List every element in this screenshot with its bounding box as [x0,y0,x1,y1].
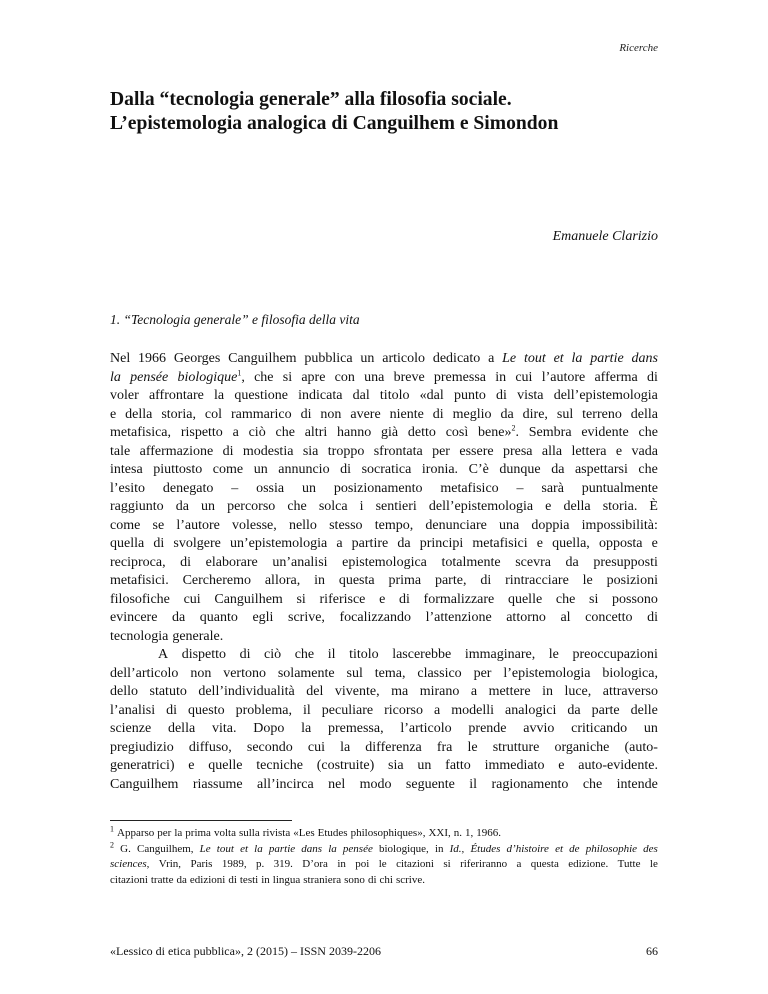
body-line: la pensée biologique$^1$, che si apre con una breve premessa in cui l’autore afferma di [110,367,658,385]
body-line: scienze della vita. Dopo la premessa, l’articolo prende avvio criticando un [110,721,658,736]
body-line: come se l’autore volesse, nello stesso tempo, denunciare una doppia impossibilità: [110,517,658,533]
body-line: e della storia, col rammarico di non avere niente di meglio da dire, sul terreno della [110,406,658,422]
body-line: Nel 1966 Georges Canguilhem pubblica un articolo dedicato a Le tout et la partie dans [110,351,658,366]
body-line: intesa piuttosto come un annuncio di socratica ironia. C’è dunque da aspettarsi che [110,462,658,477]
section-heading: 1. “Tecnologia generale” e filosofia della vita [110,312,360,327]
body-line: pregiudizio diffuso, secondo cui la differenza fra le strutture organiche (auto- [110,739,658,755]
footnote-divider [110,820,292,821]
page-number: 66 [646,944,658,958]
footnote-line: $^2$ G. Canguilhem, Le tout et la partie dans la pensée biologique, in Id., Études d’histoire et de philosophie des [110,839,658,855]
running-header: Ricerche [619,42,658,54]
author-name: Emanuele Clarizio [552,229,658,244]
journal-citation: «Lessico di etica pubblica», 2 (2015) – ISSN 2039-2206 [110,944,381,958]
body-line: reciproca, di elaborare un’analisi epistemologica totalmente scevra da presupposti [110,554,658,570]
body-line: voler affrontare la questione indicata dal titolo «dal punto di vista dell’epistemologia [110,388,658,403]
footnote-line: sciences, Vrin, Paris 1989, p. 319. D’ora in poi le citazioni si riferiranno a questa edizione. Tutte le [110,858,658,870]
footnote-line: $^1$ Apparso per la prima volta sulla rivista «Les Etudes philosophiques», XXI, n. 1, 1966. [110,824,502,839]
article-title [110,88,670,136]
title-line-2: L’epistemologia analogica di Canguilhem e Simondon [110,113,559,134]
body-line: A dispetto di ciò che il titolo lascerebbe immaginare, le preoccupazioni [158,647,658,662]
body-line: quella di svolgere un’epistemologia a partire da principi metafisici e quella, opposta e [110,536,658,551]
body-line: dello statuto dell’individualità del vivente, ma mirano a mettere in luce, attraverso [110,684,658,699]
body-line: Canguilhem riassume all’incirca nel modo seguente il ragionamento che intende [110,776,658,792]
body-line: metafisici. Cercheremo allora, in questa prima parte, di rintracciare le posizioni [110,573,658,588]
body-line: evincere da quanto egli scrive, focalizzando l’attenzione attorno al concetto di [110,610,658,625]
body-line: metafisica, rispetto a ciò che altri hanno già detto così bene»$^2$. Sembra evidente che [110,423,658,440]
body-text [110,350,658,794]
body-line: filosofiche cui Canguilhem si riferisce e di formalizzare quelle che si possono [110,591,658,607]
footnote-line: citazioni tratte da edizioni di testi in lingua straniera sono di chi scrive. [110,873,425,886]
body-line: raggiunto da un percorso che solca i sentieri dell’epistemologia e della storia. È [110,499,658,514]
footnotes [110,826,658,888]
body-line: generatrici) e quelle tecniche (costruite) sia un fatto immediato e auto-evidente. [110,758,658,773]
title-line-1: Dalla “tecnologia generale” alla filosofia sociale. [110,89,512,110]
body-line: tecnologia generale. [110,628,224,644]
body-line: tale affermazione di modestia sia troppo sfrontata per essere presa alla lettera e vada [110,443,658,459]
body-line: l’esito denegato – ossia un posizionamento metafisico – sarà puntualmente [110,480,658,496]
body-line: l’analisi di questo problema, il peculiare ricorso a modelli analogici da parte delle [110,702,658,718]
body-line: dell’articolo non vertono solamente sul tema, classico per l’epistemologia biologica, [110,665,658,681]
